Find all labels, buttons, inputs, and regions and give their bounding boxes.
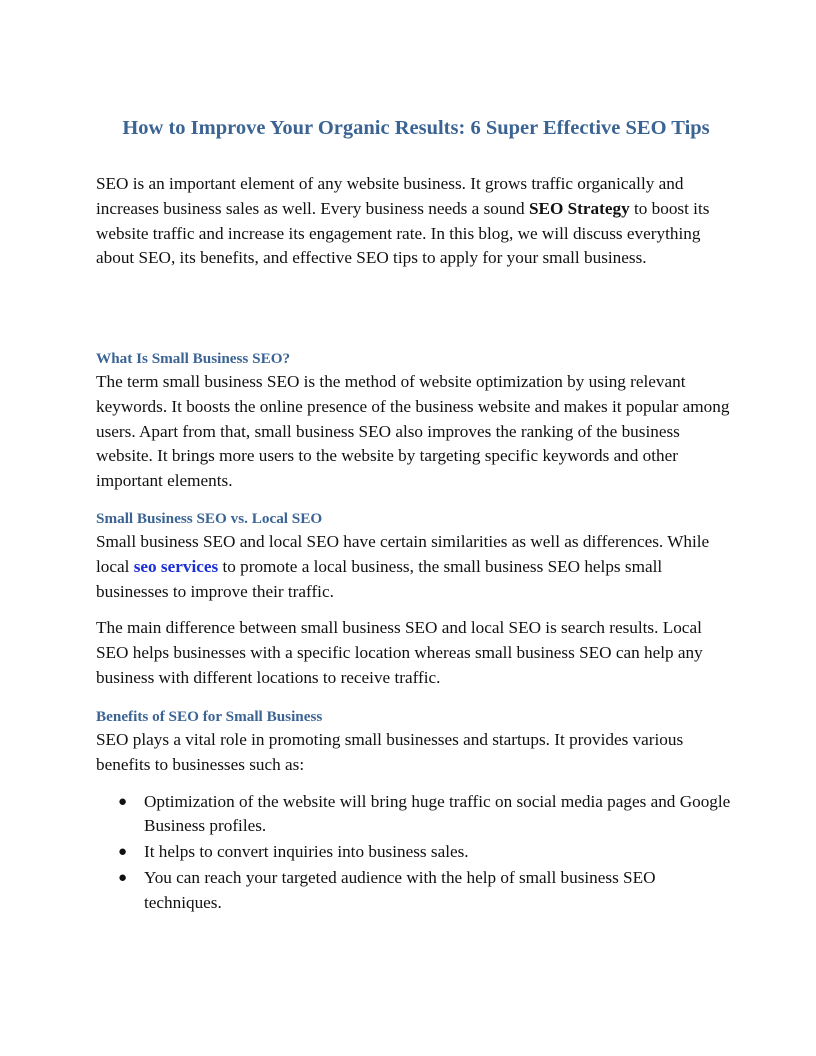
seo-strategy-emphasis: SEO Strategy <box>528 198 630 218</box>
section-heading: Benefits of SEO for Small Business <box>96 708 323 725</box>
bullet-icon: ● <box>118 869 128 886</box>
list-item-text: You can reach your targeted audience with the help of small business SEO techniques. <box>144 867 656 912</box>
section-paragraph: The main difference between small business SEO and local SEO is search results. Local SEO helps businesses with a specific location whereas small business SEO can help any business with different locations to receive traffic. <box>96 618 703 687</box>
list-item-text: Optimization of the website will bring huge traffic on social media pages and Google Business profiles. <box>144 791 731 836</box>
section-benefits <box>96 706 736 917</box>
list-item-text: It helps to convert inquiries into business sales. <box>144 842 469 862</box>
section-small-business-seo <box>96 348 736 494</box>
intro-text-start: SEO is an important element of any website business. It grows traffic organically and increases business sales as well. Every business needs a sound <box>96 174 684 218</box>
seo-services-link[interactable]: seo services <box>133 556 219 576</box>
paragraph-text-start: Small business SEO and local SEO have certain similarities as well as differences. While local <box>96 532 710 576</box>
list-item <box>96 840 736 865</box>
section-heading: Small Business SEO vs. Local SEO <box>96 510 323 527</box>
paragraph-text-end: to promote a local business, the small business SEO helps small businesses to improve their traffic. <box>96 556 663 601</box>
list-item <box>96 790 736 840</box>
section-heading: What Is Small Business SEO? <box>96 350 291 367</box>
bullet-icon: ● <box>118 793 128 810</box>
intro-text-end: to boost its website traffic and increase its engagement rate. In this blog, we will discuss everything about SEO, its benefits, and effective SEO tips to apply for your small business. <box>96 198 710 268</box>
benefits-list <box>96 790 736 916</box>
intro-paragraph <box>96 172 736 271</box>
bullet-icon: ● <box>118 844 128 861</box>
section-paragraph: The term small business SEO is the method of website optimization by using relevant keywords. It boosts the online presence of the business website and makes it popular among users. Apart from that, small business SEO also improves the ranking of the business website. It brings more users to the website by targeting specific keywords and other important elements. <box>96 372 730 491</box>
page-title: How to Improve Your Organic Results: 6 Super Effective SEO Tips <box>122 117 710 139</box>
list-item <box>96 866 736 916</box>
section-paragraph: SEO plays a vital role in promoting small businesses and startups. It provides various benefits to businesses such as: <box>96 730 684 774</box>
section-paragraph <box>96 530 736 604</box>
section-seo-vs-local <box>96 508 736 691</box>
